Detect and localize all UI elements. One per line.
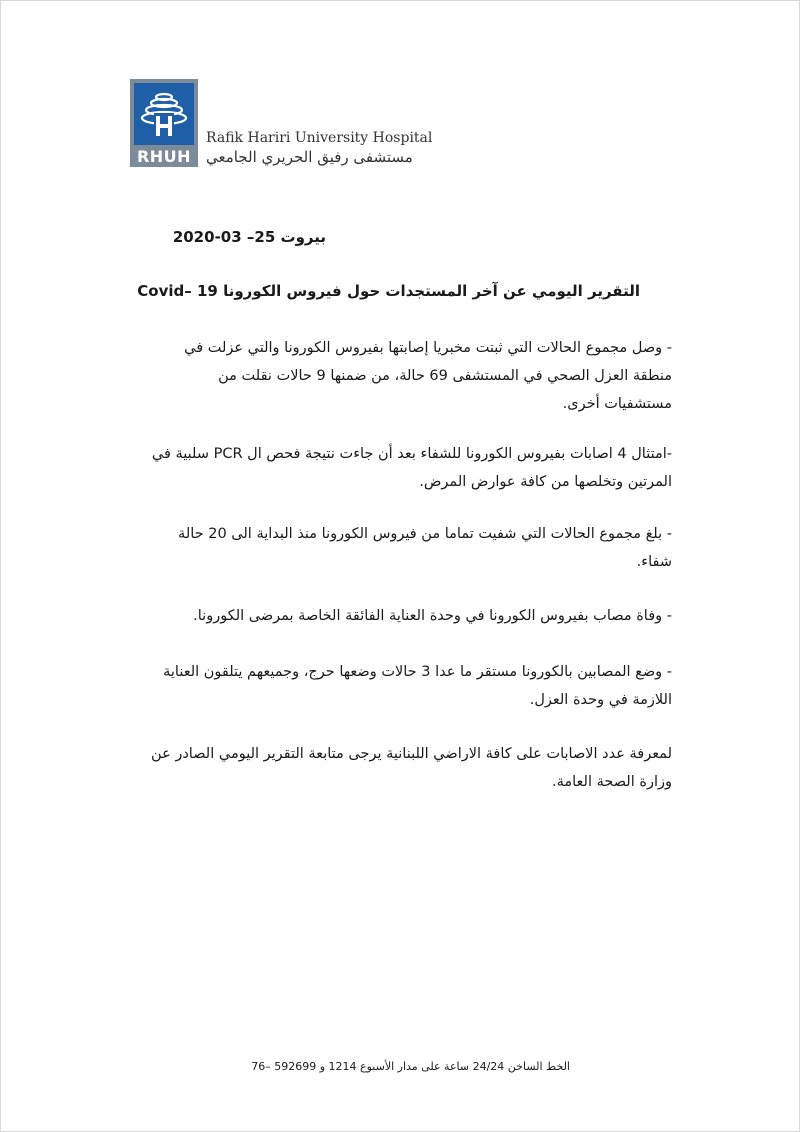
paragraph-total-cases: - وصل مجموع الحالات التي ثبتت مخبريا إصابتها بفيروس الكورونا والتي عزلت في منطقة العزل الصحي في المستشفى 69 حالة، من ضمنها 9 حالات نقلت من مستشفيات أخرى. [184, 340, 672, 412]
paragraph-recoveries: -امتثال 4 اصابات بفيروس الكورونا للشفاء بعد أن جاءت نتيجة فحص ال PCR سلبية في المرتين وتخلصها من كافة عوارض المرض. [151, 446, 672, 490]
paragraph-total-recovered: - بلغ مجموع الحالات التي شفيت تماما من فيروس الكورونا منذ البداية الى 20 حالة شفاء. [178, 526, 672, 570]
paragraph-ministry-note: لمعرفة عدد الاصابات على كافة الاراضي اللبنانية يرجى متابعة التقرير اليومي الصادر عن وزارة الصحة العامة. [151, 746, 672, 790]
hospital-name-english: Rafik Hariri University Hospital [206, 130, 433, 146]
paragraph-patient-status: - وضع المصابين بالكورونا مستقر ما عدا 3 حالات وضعها حرج، وجميعهم يتلقون العناية اللازمة في وحدة العزل. [163, 664, 672, 708]
document-date: بيروت 25– 03-2020 [172, 228, 326, 246]
hospital-name-arabic: مستشفى رفيق الحريري الجامعي [206, 148, 413, 166]
logo-abbreviation: RHUH [136, 147, 192, 166]
paragraph-death: - وفاة مصاب بفيروس الكورونا في وحدة العناية الفائقة الخاصة بمرضى الكورونا. [193, 608, 672, 624]
hospital-logo [130, 79, 198, 167]
hospital-emblem-icon [134, 83, 194, 145]
hotline-footer: الخط الساخن 24/24 ساعة على مدار الأسبوع 1214 و 592699 –76 [251, 1060, 570, 1073]
document-title: التقرير اليومي عن آخر المستجدات حول فيروس الكورونا Covid– 19 [137, 282, 640, 300]
